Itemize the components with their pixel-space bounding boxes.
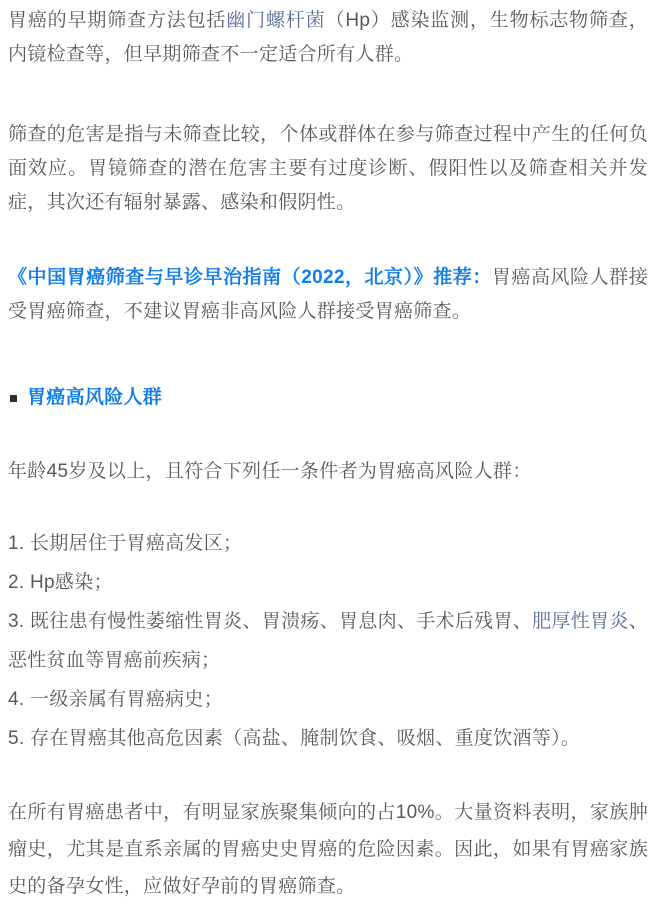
list-item-text: 、恶性贫血等胃癌前疾病； xyxy=(8,611,648,671)
list-item-text: 3. 既往患有慢性萎缩性胃炎、胃溃疡、胃息肉、手术后残胃、 xyxy=(8,611,533,632)
guideline-citation-highlight: 《中国胃癌筛查与早诊早治指南（2022，北京）》推荐： xyxy=(8,267,492,288)
paragraph-age-criteria: 年龄45岁及以上，且符合下列任一条件者为胃癌高风险人群： xyxy=(8,461,532,482)
paragraph-text: 胃癌的早期筛查方法包括 xyxy=(8,10,227,31)
link-hypertrophic-gastritis[interactable]: 肥厚性胃炎 xyxy=(532,611,629,632)
list-item-5: 5. 存在胃癌其他高危因素（高盐、腌制饮食、吸烟、重度饮酒等）。 xyxy=(8,728,581,749)
paragraph-family-history: 在所有胃癌患者中，有明显家族聚集倾向的占10%。大量资料表明，家族肿瘤史，尤其是直系亲属的胃癌史史胃癌的危险因素。因此，如果有胃癌家族史的备孕女性，应做好孕前的胃癌筛查。 xyxy=(8,802,648,897)
risk-factor-list xyxy=(8,524,648,758)
list-item-1: 1. 长期居住于胃癌高发区； xyxy=(8,533,243,554)
paragraph-text: （Hp）感染监测，生物标志物筛查，内镜检查等，但早期筛查不一定适合所有人群。 xyxy=(8,10,648,65)
section-heading-label: 胃癌高风险人群 xyxy=(27,387,163,408)
paragraph-screening-harms: 筛查的危害是指与未筛查比较，个体或群体在参与筛查过程中产生的任何负面效应。胃镜筛查的潜在危害主要有过度诊断、假阳性以及筛查相关并发症，其次还有辐射暴露、感染和假阴性。 xyxy=(8,124,648,213)
paragraph-screening-methods xyxy=(8,4,648,72)
section-heading-high-risk-group xyxy=(8,381,648,415)
paragraph-guideline-recommendation xyxy=(8,261,648,329)
link-helicobacter-pylori[interactable]: 幽门螺杆菌 xyxy=(226,10,326,31)
list-item-4: 4. 一级亲属有胃癌病史； xyxy=(8,689,224,710)
list-item-2: 2. Hp感染； xyxy=(8,572,113,593)
square-bullet-icon xyxy=(10,395,17,402)
paragraph-text: 胃癌高风险人群接受胃癌筛查，不建议胃癌非高风险人群接受胃癌筛查。 xyxy=(8,267,649,322)
list-item-3 xyxy=(8,602,648,680)
